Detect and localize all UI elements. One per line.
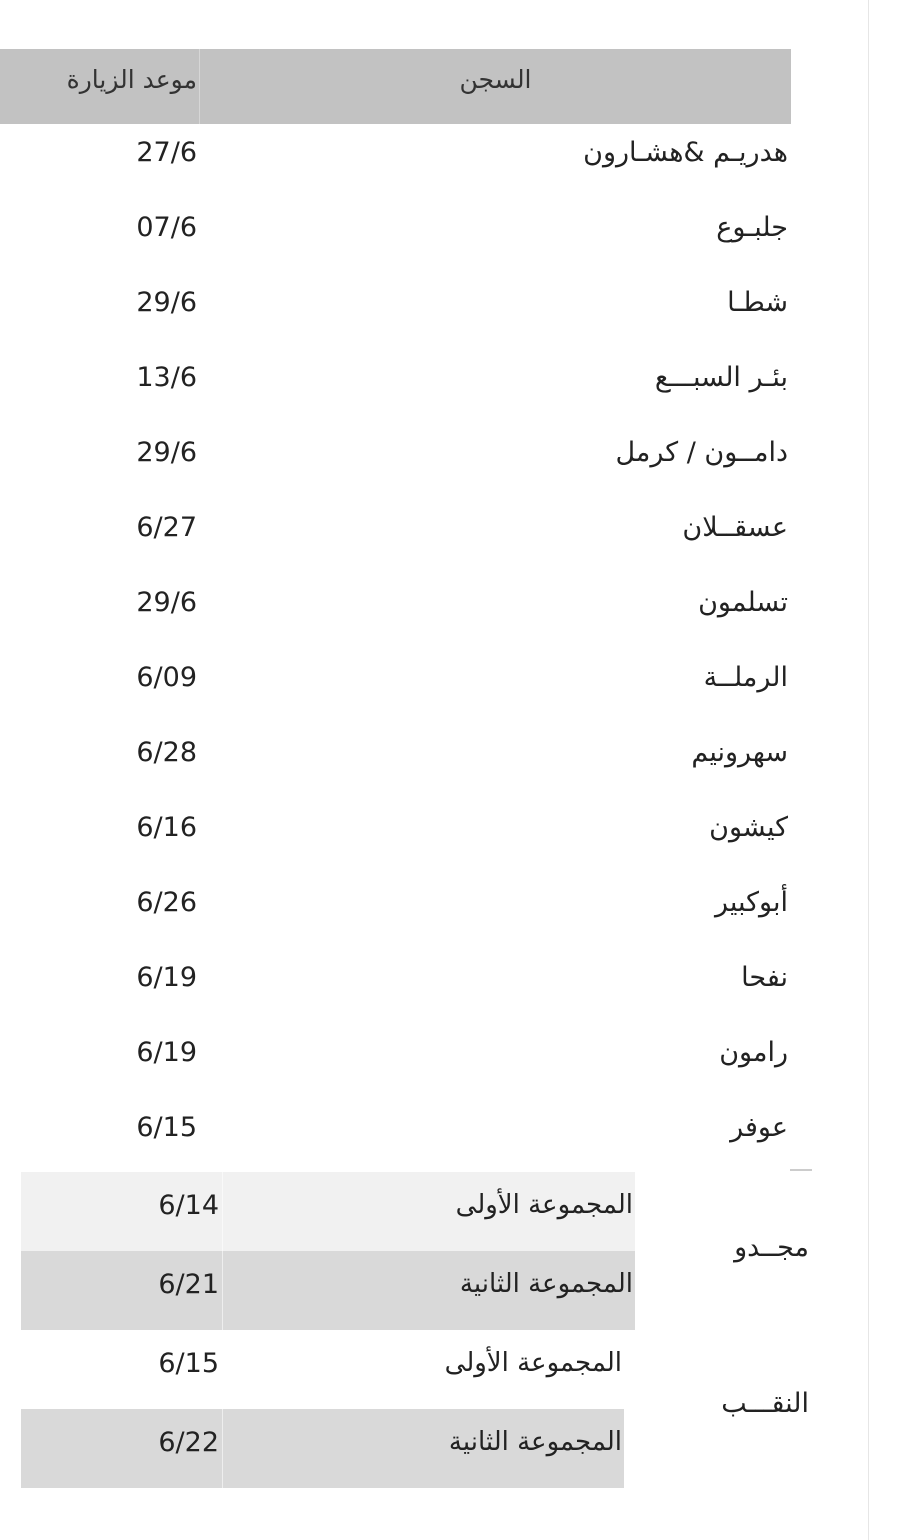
visit-date: 6/27 (136, 512, 197, 543)
visit-date: 13/6 (136, 362, 197, 393)
table-row (0, 870, 791, 945)
visit-date: 6/09 (136, 662, 197, 693)
subgroup-name: المجموعة الأولى (455, 1190, 633, 1220)
prison-name: جلبـوع (716, 212, 788, 243)
table-header (0, 49, 791, 124)
visit-date: 29/6 (136, 587, 197, 618)
header-divider (199, 49, 200, 124)
table-row (0, 420, 791, 495)
visit-date: 6/26 (136, 887, 197, 918)
visit-date: 6/21 (158, 1269, 219, 1300)
table-row (0, 270, 791, 345)
visit-date: 6/15 (136, 1112, 197, 1143)
visit-date: 6/22 (158, 1427, 219, 1458)
prison-name: تسلمون (698, 587, 788, 618)
prison-name: سهرونيم (691, 737, 788, 768)
group-prison-name: النقـــب (721, 1388, 809, 1419)
subgroup-row (21, 1409, 624, 1488)
prison-name: دامــون / كرمل (615, 437, 788, 468)
subgroup-name: المجموعة الأولى (444, 1348, 622, 1378)
group-prison-name: مجــدو (734, 1232, 809, 1263)
table-row (0, 945, 791, 1020)
header-visit-date: موعد الزيارة (66, 65, 197, 94)
prison-name: الرملــة (703, 662, 788, 693)
table-row (0, 645, 791, 720)
subgroup-row (21, 1330, 624, 1409)
visit-date: 6/19 (136, 962, 197, 993)
table-row (0, 570, 791, 645)
prison-name: شطـا (727, 287, 788, 318)
table-row (0, 495, 791, 570)
subgroup-name: المجموعة الثانية (459, 1269, 633, 1299)
prison-name: نفحا (741, 962, 788, 993)
cell-divider (222, 1251, 223, 1330)
cell-divider (222, 1409, 223, 1488)
prison-name: هدريـم &هشـارون (583, 137, 788, 168)
table-row (0, 345, 791, 420)
prison-name: رامون (719, 1037, 788, 1068)
visit-date: 6/14 (158, 1190, 219, 1221)
prison-name: عوفر (730, 1112, 788, 1143)
table-row (0, 720, 791, 795)
table-row (0, 120, 791, 195)
visit-date: 29/6 (136, 287, 197, 318)
subgroup-row (21, 1172, 635, 1251)
header-prison: السجن (459, 65, 532, 94)
prison-name: عسقــلان (682, 512, 788, 543)
subgroup-name: المجموعة الثانية (448, 1427, 622, 1457)
visit-date: 07/6 (136, 212, 197, 243)
subgroup-row (21, 1251, 635, 1330)
prison-name: أبوكبير (714, 887, 788, 918)
visit-date: 27/6 (136, 137, 197, 168)
table-row (0, 195, 791, 270)
visit-date: 6/28 (136, 737, 197, 768)
visit-date: 6/19 (136, 1037, 197, 1068)
visit-date: 6/15 (158, 1348, 219, 1379)
cell-divider (222, 1172, 223, 1251)
visit-date: 6/16 (136, 812, 197, 843)
table-row (0, 795, 791, 870)
table-row (0, 1095, 791, 1170)
prison-name: بئـر السبـــع (654, 362, 788, 393)
prison-name: كيشون (709, 812, 788, 843)
table-row (0, 1020, 791, 1095)
page-edge-rule (868, 0, 869, 1540)
separator-dash (790, 1169, 812, 1171)
visit-date: 29/6 (136, 437, 197, 468)
